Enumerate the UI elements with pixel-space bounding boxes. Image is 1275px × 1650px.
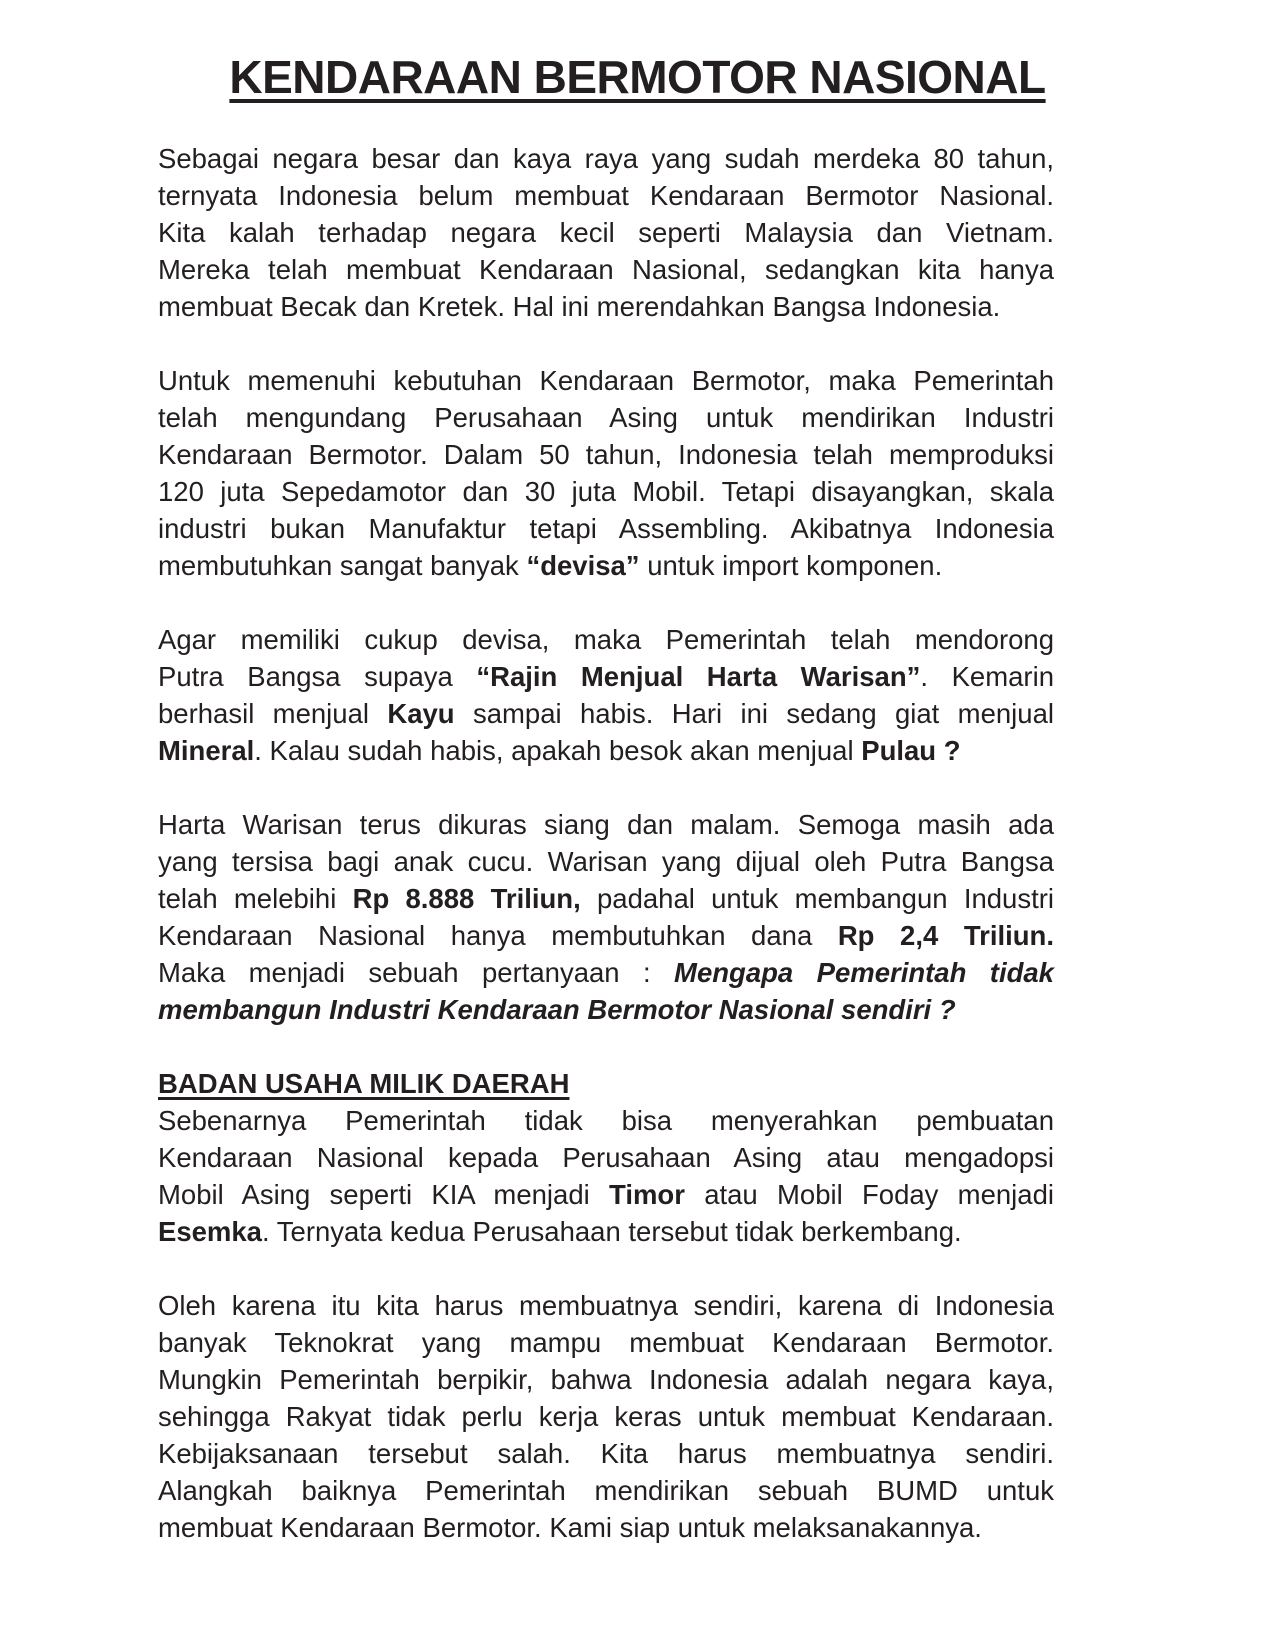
text-span: Kebijaksanaan tersebut salah. Kita harus membuatnya sendiri. — [158, 1438, 1054, 1469]
text-line — [158, 917, 1054, 954]
text-line — [158, 214, 1054, 251]
text-line — [158, 1398, 1054, 1435]
text-span: Mungkin Pemerintah berpikir, bahwa Indonesia adalah negara kaya, — [158, 1364, 1054, 1395]
text-span: padahal untuk membangun Industri — [580, 883, 1054, 914]
text-span: Sebenarnya Pemerintah tidak bisa menyerahkan pembuatan — [158, 1105, 1054, 1136]
text-span: 120 juta Sepedamotor dan 30 juta Mobil. Tetapi disayangkan, skala — [158, 476, 1054, 507]
text-span: . Ternyata kedua Perusahaan tersebut tidak berkembang. — [261, 1216, 962, 1247]
text-span: Mobil Asing seperti KIA menjadi — [158, 1179, 610, 1210]
text-span: sehingga Rakyat tidak perlu kerja keras untuk membuat Kendaraan. — [158, 1401, 1054, 1432]
text-line — [158, 732, 1054, 769]
text-line — [158, 1102, 1054, 1139]
text-line — [158, 880, 1054, 917]
text-line — [158, 251, 1054, 288]
paragraph — [158, 806, 1054, 1028]
text-span: atau Mobil Foday menjadi — [684, 1179, 1054, 1210]
text-line — [158, 510, 1054, 547]
text-span: Maka menjadi sebuah pertanyaan : — [158, 957, 675, 988]
text-span: sampai habis. Hari ini sedang giat menjual — [454, 698, 1054, 729]
emphasized-text: membangun Industri Kendaraan Bermotor Nasional sendiri ? — [158, 994, 956, 1025]
emphasized-text: Mineral — [158, 735, 255, 766]
text-span: Kita kalah terhadap negara kecil seperti Malaysia dan Vietnam. — [158, 217, 1054, 248]
text-span: Kendaraan Bermotor. Dalam 50 tahun, Indonesia telah memproduksi — [158, 439, 1054, 470]
text-span: industri bukan Manufaktur tetapi Assembling. Akibatnya Indonesia — [158, 513, 1054, 544]
text-line — [158, 399, 1054, 436]
text-line — [158, 621, 1054, 658]
text-span: untuk import komponen. — [639, 550, 943, 581]
text-span: yang tersisa bagi anak cucu. Warisan yang dijual oleh Putra Bangsa — [158, 846, 1054, 877]
text-line — [158, 1509, 1054, 1546]
text-line — [158, 473, 1054, 510]
text-line — [158, 288, 1054, 325]
text-line — [158, 658, 1054, 695]
text-span: Untuk memenuhi kebutuhan Kendaraan Bermotor, maka Pemerintah — [158, 365, 1054, 396]
text-line — [158, 1287, 1054, 1324]
paragraph — [158, 621, 1054, 769]
text-span: Alangkah baiknya Pemerintah mendirikan sebuah BUMD untuk — [158, 1475, 1054, 1506]
text-span: telah melebihi — [158, 883, 353, 914]
section-heading: BADAN USAHA MILIK DAERAH — [158, 1068, 570, 1099]
text-span: Mereka telah membuat Kendaraan Nasional, sedangkan kita hanya — [158, 254, 1054, 285]
text-span: . Kalau sudah habis, apakah besok akan menjual — [254, 735, 862, 766]
text-line — [158, 362, 1054, 399]
text-span: Harta Warisan terus dikuras siang dan malam. Semoga masih ada — [158, 809, 1054, 840]
document-title-text: KENDARAAN BERMOTOR NASIONAL — [229, 51, 1046, 103]
emphasized-text: Rp 8.888 Triliun, — [352, 883, 581, 914]
paragraph — [158, 140, 1054, 325]
text-span: ternyata Indonesia belum membuat Kendaraan Bermotor Nasional. — [158, 180, 1054, 211]
paragraph — [158, 1287, 1054, 1546]
text-line — [158, 954, 1054, 991]
emphasized-text: “Rajin Menjual Harta Warisan” — [476, 661, 921, 692]
text-line — [158, 547, 1054, 584]
document-title — [0, 50, 1275, 104]
emphasized-text: Mengapa Pemerintah tidak — [674, 957, 1054, 988]
text-line — [158, 1472, 1054, 1509]
text-line — [158, 436, 1054, 473]
document-body — [158, 140, 1054, 1546]
text-span: membuat Kendaraan Bermotor. Kami siap untuk melaksanakannya. — [158, 1512, 982, 1543]
text-line — [158, 806, 1054, 843]
text-span: membutuhkan sangat banyak — [158, 550, 527, 581]
text-line — [158, 1435, 1054, 1472]
text-span: telah mengundang Perusahaan Asing untuk mendirikan Industri — [158, 402, 1054, 433]
text-span: Sebagai negara besar dan kaya raya yang sudah merdeka 80 tahun, — [158, 143, 1054, 174]
text-span: membuat Becak dan Kretek. Hal ini merendahkan Bangsa Indonesia. — [158, 291, 1001, 322]
text-span: berhasil menjual — [158, 698, 388, 729]
text-line — [158, 1139, 1054, 1176]
emphasized-text: Pulau ? — [861, 735, 961, 766]
text-span: Kendaraan Nasional kepada Perusahaan Asing atau mengadopsi — [158, 1142, 1054, 1173]
emphasized-text: Rp 2,4 Triliun. — [837, 920, 1054, 951]
text-line — [158, 140, 1054, 177]
emphasized-text: “devisa” — [526, 550, 640, 581]
paragraph — [158, 1102, 1054, 1250]
text-line — [158, 991, 1054, 1028]
text-line — [158, 1361, 1054, 1398]
text-span: Agar memiliki cukup devisa, maka Pemerintah telah mendorong — [158, 624, 1054, 655]
text-span: Oleh karena itu kita harus membuatnya sendiri, karena di Indonesia — [158, 1290, 1054, 1321]
text-span: Kendaraan Nasional hanya membutuhkan dana — [158, 920, 838, 951]
emphasized-text: Kayu — [387, 698, 455, 729]
text-span: Putra Bangsa supaya — [158, 661, 477, 692]
text-line — [158, 1176, 1054, 1213]
text-span: banyak Teknokrat yang mampu membuat Kendaraan Bermotor. — [158, 1327, 1054, 1358]
emphasized-text: Timor — [609, 1179, 685, 1210]
text-span: . Kemarin — [920, 661, 1054, 692]
text-line — [158, 843, 1054, 880]
text-line — [158, 1213, 1054, 1250]
paragraph — [158, 362, 1054, 584]
text-line — [158, 177, 1054, 214]
text-line — [158, 695, 1054, 732]
emphasized-text: Esemka — [158, 1216, 262, 1247]
text-line — [158, 1324, 1054, 1361]
